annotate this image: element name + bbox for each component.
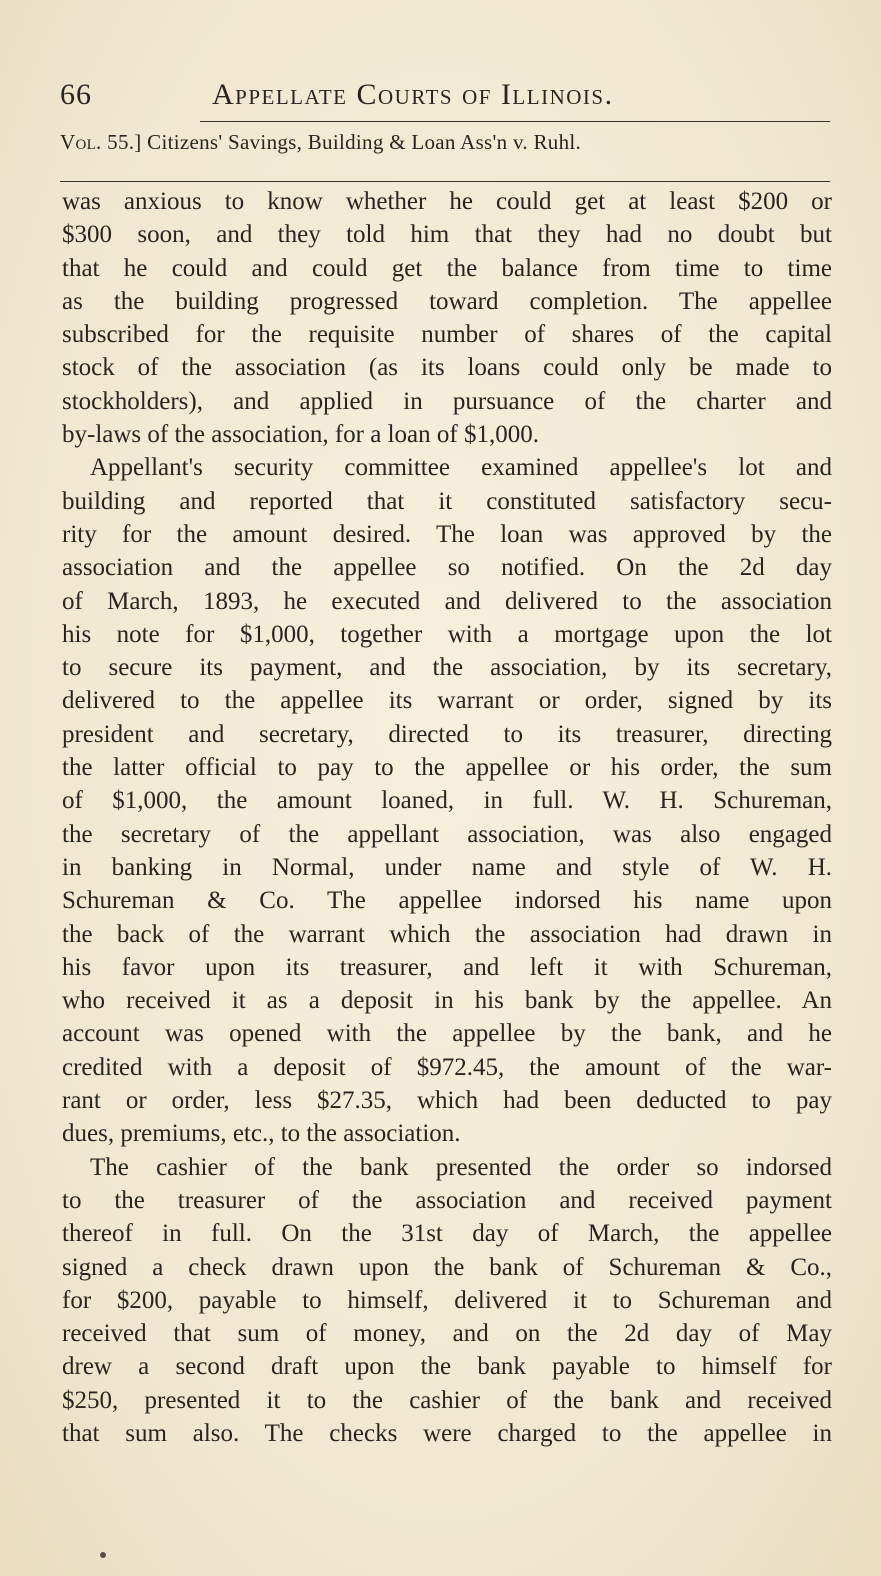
- text-line: $300 soon, and they told him that they had no doubt but: [62, 221, 832, 249]
- text-line: to the treasurer of the association and received payment: [62, 1186, 832, 1214]
- text-line: dues, premiums, etc., to the association.: [62, 1120, 461, 1148]
- body-text: [62, 185, 832, 1450]
- text-line: drew a second draft upon the bank payable to himself for: [62, 1353, 832, 1381]
- text-line: as the building progressed toward completion. The appellee: [62, 287, 832, 315]
- text-line: rity for the amount desired. The loan was approved by the: [62, 520, 832, 548]
- text-line: credited with a deposit of $972.45, the amount of the war-: [62, 1053, 832, 1081]
- text-line: who received it as a deposit in his bank by the appellee. An: [62, 987, 832, 1015]
- text-line: account was opened with the appellee by the bank, and he: [62, 1020, 832, 1048]
- text-line: stock of the association (as its loans could only be made to: [62, 354, 832, 382]
- text-line: thereof in full. On the 31st day of March, the appellee: [62, 1220, 832, 1248]
- running-head: Appellate Courts of Illinois.: [212, 78, 614, 111]
- text-line: the back of the warrant which the association had drawn in: [62, 920, 832, 948]
- text-line: the secretary of the appellant association, was also engaged: [62, 820, 832, 848]
- text-line: $250, presented it to the cashier of the bank and received: [62, 1386, 832, 1414]
- text-line: was anxious to know whether he could get at least $200 or: [62, 188, 832, 215]
- text-line: president and secretary, directed to its treasurer, directing: [62, 720, 832, 748]
- text-line: Schureman & Co. The appellee indorsed his name upon: [62, 887, 832, 915]
- page-header: [60, 74, 830, 118]
- text-line: received that sum of money, and on the 2d day of May: [62, 1320, 832, 1348]
- paragraph-start: The cashier of the bank presented the order so indorsed: [90, 1153, 832, 1181]
- header-rule-top: [200, 121, 830, 122]
- text-line: that sum also. The checks were charged to the appellee in: [62, 1419, 832, 1447]
- case-title: Citizens' Savings, Building & Loan Ass'n v. Ruhl.: [147, 130, 582, 154]
- header-rule-bottom: [60, 181, 830, 182]
- text-line: for $200, payable to himself, delivered it to Schureman and: [62, 1286, 832, 1314]
- text-line: rant or order, less $27.35, which had been deducted to pay: [62, 1087, 832, 1115]
- text-line: stockholders), and applied in pursuance of the charter and: [62, 387, 832, 415]
- text-line: in banking in Normal, under name and style of W. H.: [62, 853, 832, 881]
- paragraph-start: Appellant's security committee examined appellee's lot and: [90, 454, 832, 482]
- page-number: 66: [60, 78, 92, 111]
- text-line: the latter official to pay to the appellee or his order, the sum: [62, 754, 832, 782]
- text-line: building and reported that it constituted satisfactory secu-: [62, 487, 832, 515]
- text-line: delivered to the appellee its warrant or order, signed by its: [62, 687, 832, 715]
- text-line: subscribed for the requisite number of shares of the capital: [62, 321, 832, 349]
- text-line: his note for $1,000, together with a mortgage upon the lot: [62, 620, 832, 648]
- text-line: by-laws of the association, for a loan of $1,000.: [62, 421, 539, 449]
- text-line: that he could and could get the balance from time to time: [62, 254, 832, 282]
- text-line: to secure its payment, and the association, by its secretary,: [62, 654, 832, 682]
- volume-label: Vol. 55.]: [60, 130, 142, 154]
- text-line: of March, 1893, he executed and delivered to the association: [62, 587, 832, 615]
- ink-speck: [100, 1552, 106, 1558]
- text-line: association and the appellee so notified. On the 2d day: [62, 554, 832, 582]
- text-line: his favor upon its treasurer, and left it with Schureman,: [62, 953, 832, 981]
- case-caption: [60, 130, 581, 155]
- text-line: signed a check drawn upon the bank of Schureman & Co.,: [62, 1253, 832, 1281]
- text-line: of $1,000, the amount loaned, in full. W. H. Schureman,: [62, 787, 832, 815]
